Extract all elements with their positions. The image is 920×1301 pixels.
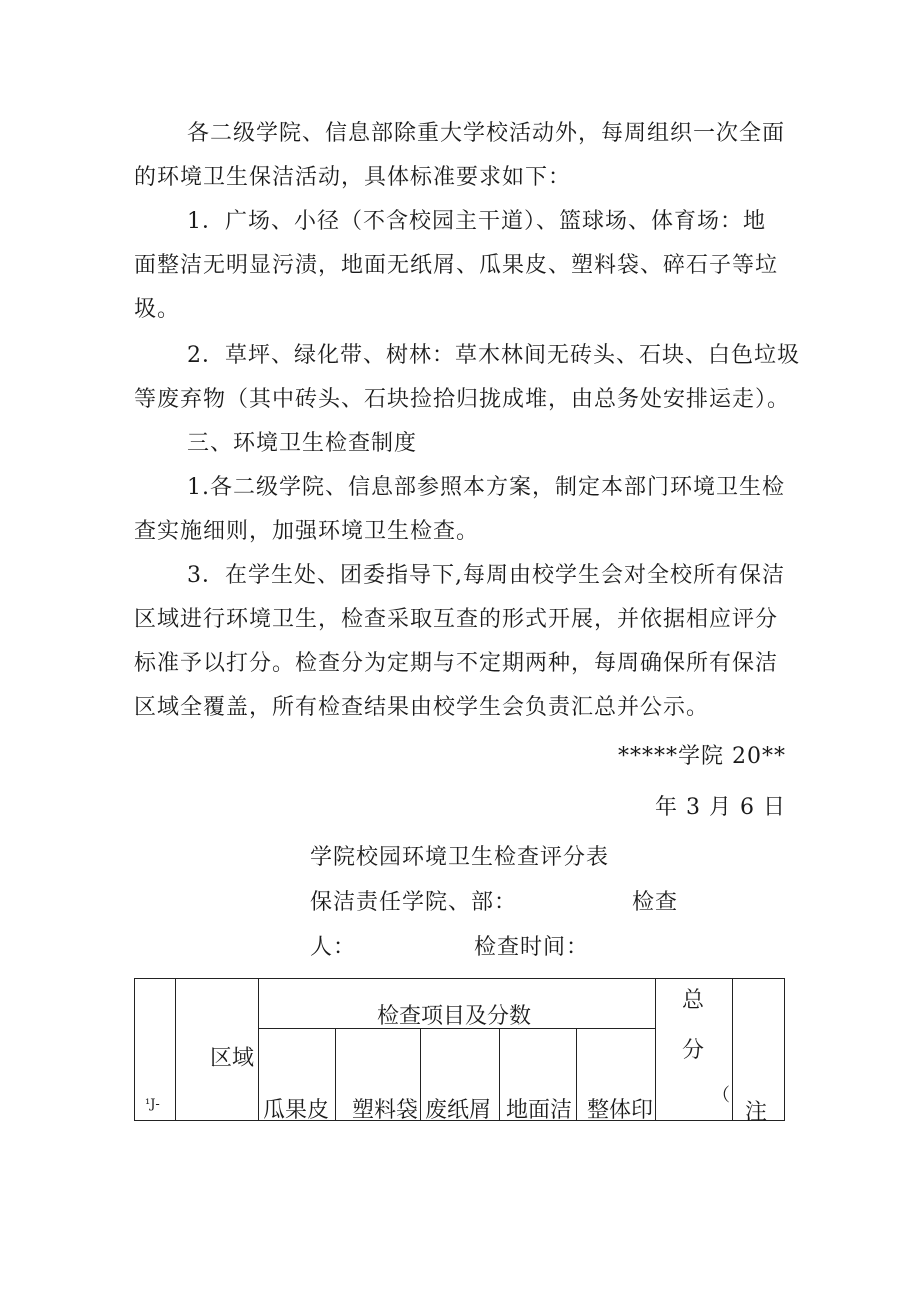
item-cell — [336, 1029, 421, 1124]
item-label: 瓜果皮 — [263, 1098, 330, 1124]
para-5-line-2: 区域进行环境卫生，检查采取互查的形式开展，并依据相应评分 — [134, 607, 779, 632]
para-5-line-3: 标准予以打分。检查分为定期与不定期两种，每周确保所有保洁 — [134, 651, 779, 676]
col0-fragment: ¹J- — [145, 1097, 160, 1112]
items-header: 检查项目及分数 — [377, 1004, 532, 1029]
para-1-line-2: 的环境卫生保洁活动，具体标准要求如下： — [134, 165, 572, 190]
para-3-line-1: 2．草坪、绿化带、树林：草木林间无砖头、石块、白色垃圾 — [187, 343, 800, 368]
item-cell — [577, 1029, 656, 1124]
section-heading: 三、环境卫生检查制度 — [187, 431, 418, 456]
inspector-label-part2: 人： — [310, 935, 357, 960]
form-title: 学院校园环境卫生检查评分表 — [310, 845, 610, 870]
para-4-line-2: 查实施细则，加强环境卫生检查。 — [134, 519, 480, 544]
item-cell — [421, 1029, 500, 1124]
total-bottom: 分 — [682, 1038, 705, 1063]
para-2-line-3: 圾。 — [134, 297, 181, 322]
total-top: 总 — [682, 988, 705, 1013]
item-label: 废纸屑 — [425, 1098, 492, 1124]
signature-date: 年 3 月 6 日 — [655, 795, 786, 820]
area-header-cell — [176, 979, 259, 1121]
para-3-line-2: 等废弃物（其中砖头、石块捡拾归拢成堆，由总务处安排运走）。 — [134, 387, 791, 412]
para-2-line-2: 面整洁无明显污渍，地面无纸屑、瓜果皮、塑料袋、碎石子等垃 — [134, 253, 779, 278]
item-label: 整体印 — [587, 1098, 654, 1124]
total-header-cell — [656, 979, 733, 1121]
item-label: 塑料袋 — [352, 1098, 419, 1124]
signature-org: *****学院 20** — [618, 744, 786, 769]
para-4-line-1: 1.各二级学院、信息部参照本方案，制定本部门环境卫生检 — [187, 475, 785, 500]
responsible-label: 保洁责任学院、部： — [310, 890, 518, 915]
items-header-cell — [259, 979, 656, 1029]
note-header-cell — [733, 979, 785, 1125]
item-cell — [500, 1029, 577, 1124]
inspector-label-part1: 检查 — [632, 890, 679, 915]
note-header: 注 — [745, 1100, 768, 1125]
item-cell — [259, 1029, 336, 1124]
time-label: 检查时间： — [474, 935, 590, 960]
para-2-line-1: 1．广场、小径（不含校园主干道）、篮球场、体育场：地 — [187, 209, 766, 234]
area-header: 区域 — [210, 1046, 255, 1071]
score-table — [134, 978, 785, 1125]
para-1-line-1: 各二级学院、信息部除重大学校活动外，每周组织一次全面 — [187, 121, 786, 146]
para-5-line-4: 区域全覆盖，所有检查结果由校学生会负责汇总并公示。 — [134, 695, 710, 720]
col0-header-cell — [135, 979, 176, 1121]
para-5-line-1: 3．在学生处、团委指导下,每周由校学生会对全校所有保洁 — [187, 563, 785, 588]
item-label: 地面洁 — [506, 1098, 573, 1124]
total-paren: （ — [712, 1085, 730, 1106]
